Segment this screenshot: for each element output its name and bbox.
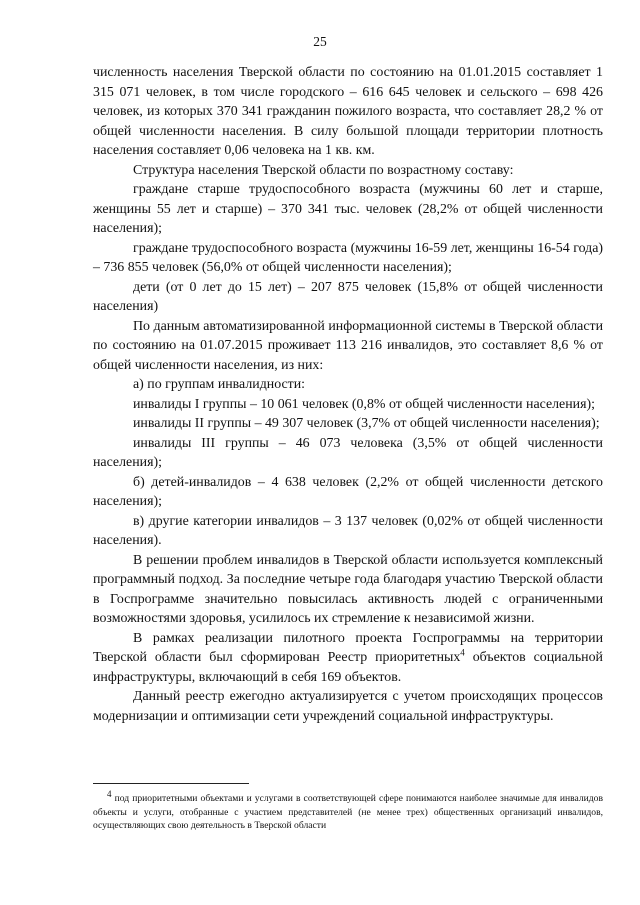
- paragraph-disabled-total: По данным автоматизированной информационной системы в Тверской области по состоянию на 01.07.2015 проживает 113 216 инвалидов, это составляет 8,6 % от общей численности населения, из них:: [93, 318, 603, 373]
- paragraph-other-categories: в) другие категории инвалидов – 3 137 человек (0,02% от общей численности населения).: [93, 513, 603, 548]
- paragraph-group-3: инвалиды III группы – 46 073 человека (3,5% от общей численности населения);: [93, 435, 603, 470]
- paragraph-over-working-age: граждане старше трудоспособного возраста (мужчины 60 лет и старше, женщины 55 лет и старше) – 370 341 тыс. человек (28,2% от общей численности населения);: [93, 182, 603, 236]
- paragraph-registry: [93, 629, 603, 688]
- footnote-separator: [93, 783, 249, 784]
- paragraph-registry-update: Данный реестр ежегодно актуализируется с учетом происходящих процессов модернизации и оптимизации сети учреждений социальной инфраструктуры.: [93, 689, 603, 724]
- footnote: [93, 788, 603, 833]
- footnote-text: под приоритетными объектами и услугами в соответствующей сфере понимаются наиболее значимые для инвалидов объекты и услуги, отобранные с участием представителей (не менее трех) общественных организаций инвалидов, осуществляющих свою деятельность в Тверской области: [93, 793, 603, 832]
- paragraph-working-age: граждане трудоспособного возраста (мужчины 16-59 лет, женщины 16-54 года) – 736 855 человек (56,0% от общей численности населения);: [93, 240, 603, 275]
- paragraph-disabled-children: б) детей-инвалидов – 4 638 человек (2,2% от общей численности детского населения);: [93, 474, 603, 509]
- paragraph-age-structure-heading: Структура населения Тверской области по возрастному составу:: [133, 162, 514, 178]
- paragraph-group-1: инвалиды I группы – 10 061 человек (0,8% от общей численности населения);: [133, 396, 595, 412]
- registry-text-before: В рамках реализации пилотного проекта Госпрограммы на территории Тверской области был сформирован Реестр приоритетных: [93, 630, 603, 665]
- paragraph-disability-groups: а) по группам инвалидности:: [133, 377, 306, 392]
- paragraph-program-approach: В решении проблем инвалидов в Тверской области используется комплексный программный подход. За последние четыре года благодаря участию Тверской области в Госпрограмме значительно повысилась активность людей с ограниченными возможностями здоровья, усилилось их стремление к независимой жизни.: [93, 552, 603, 626]
- registry-text-after: объектов социальной инфраструктуры, включающий в себя 169 объектов.: [93, 650, 603, 685]
- page-number: 25: [313, 34, 327, 49]
- paragraph-population: численность населения Тверской области по состоянию на 01.01.2015 составляет 1 315 071 человек, в том числе городского – 616 645 человек и сельского – 698 426 человек, из которых 370 341 гражданин пожилого возраста, что составляет 28,2 % от общей численности населения. В силу большой площади территории плотность населения составляет 0,06 человека на 1 кв. км.: [93, 65, 603, 158]
- main-text: [93, 63, 603, 726]
- footnote-mark: 4: [107, 788, 112, 799]
- paragraph-children: дети (от 0 лет до 15 лет) – 207 875 человек (15,8% от общей численности населения): [93, 279, 603, 314]
- paragraph-group-2: инвалиды II группы – 49 307 человек (3,7% от общей численности населения);: [133, 416, 600, 431]
- footnote-reference: 4: [460, 647, 465, 658]
